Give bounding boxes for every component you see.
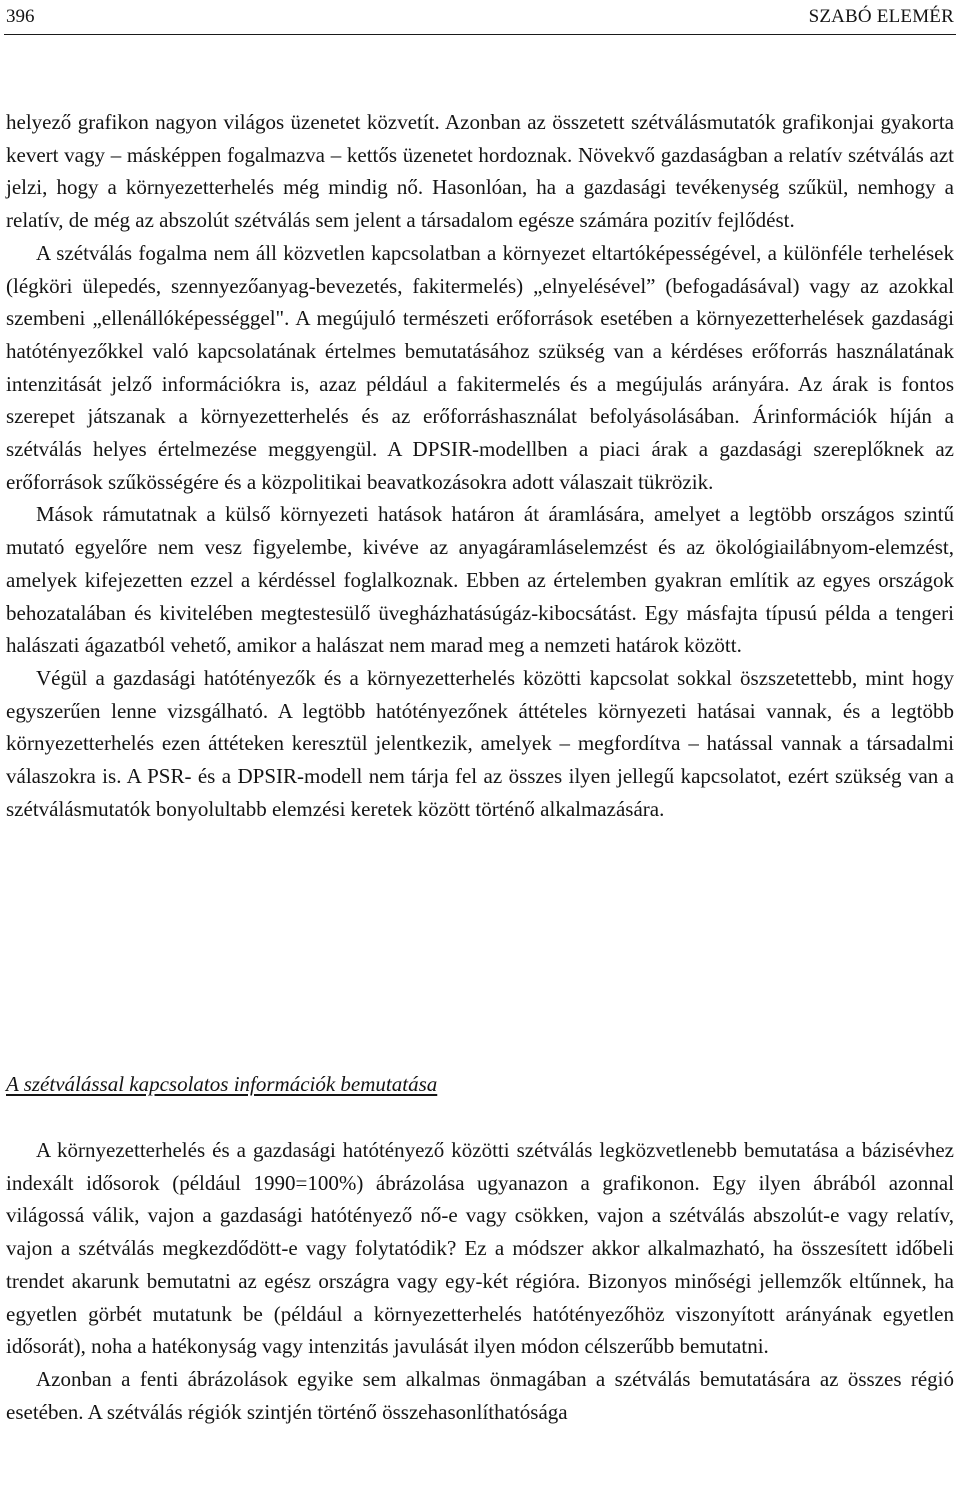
paragraph-2: A szétválás fogalma nem áll közvetlen kapcsolatban a környezet eltartóképességével, a különféle terhelések (légköri ülepedés, szennyezőanyag-bevezetés, fakitermelés) „elnyelésével” (befogadásával) vagy az azokkal szembeni „ellenállóképességgel". A megújuló természeti erőforrások esetében a környezetterhelések gazdasági hatótényezőkkel való kapcsolatának értelmes bemutatásához szükség van a kérdéses erőforrás használatának intenzitását jelző információkra is, azaz például a fakitermelés és a megújulás arányára. Az árak is fontos szerepet játszanak a környezetterhelés és az erőforráshasználat befolyásolásában. Árinformációk híján a szétválás helyes értelmezése meggyengül. A DPSIR-modellben a piaci árak a gazdasági szereplőknek az erőforrások szűkösségére és a közpolitikai beavatkozásokra adott válaszait tükrözik.: [6, 240, 954, 494]
body-text-bottom: [6, 1134, 954, 1428]
header-rule: [4, 34, 956, 35]
body-text-top: [6, 106, 954, 825]
page-number: 396: [6, 6, 35, 27]
paragraph-4: Végül a gazdasági hatótényezők és a környezetterhelés közötti kapcsolat sokkal öszszetettebb, mint hogy egyszerűen lenne vizsgálható. A legtöbb hatótényezőnek áttételes környezeti hatásai vannak, és a legtöbb környezetterhelés ezen áttéteken keresztül jelentkezik, amelyek – megfordítva – hatással vannak a társadalmi válaszokra is. A PSR- és a DPSIR-modell nem tárja fel az összes ilyen jellegű kapcsolatot, ezért szükség van a szétválásmutatók bonyolultabb elemzési keretek között történő alkalmazására.: [6, 665, 954, 821]
section-heading: A szétválással kapcsolatos információk bemutatása: [6, 1072, 438, 1096]
paragraph-3: Mások rámutatnak a külső környezeti hatások határon át áramlására, amelyet a legtöbb országos szintű mutató egyelőre nem vesz figyelembe, kivéve az anyagáramláselemzést és az ökológiailábnyom-elemzést, amelyek kifejezetten ezzel a kérdéssel foglalkoznak. Ebben az értelemben gyakran említik az egyes országok behozatalában és kivitelében megtestesülő üvegházhatásúgáz-kibocsátást. Egy másfajta típusú példa a tengeri halászati ágazatból vehető, amikor a halászat nem marad meg a nemzeti határok között.: [6, 502, 954, 658]
running-header: [6, 4, 954, 30]
paragraph-6: Azonban a fenti ábrázolások egyike sem alkalmas önmagában a szétválás bemutatására az összes régió esetében. A szétválás régiók szintjén történő összehasonlíthatósága: [6, 1366, 954, 1424]
paragraph-1: helyező grafikon nagyon világos üzenetet közvetít. Azonban az összetett szétválásmutatók grafikonjai gyakorta kevert vagy – másképpen fogalmazva – kettős üzenetet hordoznak. Növekvő gazdaságban a relatív szétválás azt jelzi, hogy a környezetterhelés még mindig nő. Hasonlóan, ha a gazdasági tevékenység szűkül, nemhogy a relatív, de még az abszolút szétválás sem jelent a társadalom egésze számára pozitív fejlődést.: [6, 110, 954, 233]
running-title: SZABÓ ELEMÉR: [808, 6, 954, 27]
paragraph-5: A környezetterhelés és a gazdasági hatótényező közötti szétválás legközvetlenebb bemutatása a bázisévhez indexált idősorok (például 1990=100%) ábrázolása ugyanazon a grafikonon. Egy ilyen ábrából azonnal világossá válik, vajon a gazdasági hatótényező nő-e vagy csökken, vajon a szétválás abszolút-e vagy relatív, vajon a szétválás megkezdődött-e vagy folytatódik? Ez a módszer akkor alkalmazható, ha összesített időbeli trendet akarunk bemutatni az egész országra vagy egy-két régióra. Bizonyos minőségi jellemzők eltűnnek, ha egyetlen görbét mutatunk be (például a környezetterhelés hatótényezőhöz viszonyított arányának egyetlen idősorát), noha a hatékonyság vagy intenzitás javulását ilyen módon célszerűbb bemutatni.: [6, 1138, 954, 1359]
